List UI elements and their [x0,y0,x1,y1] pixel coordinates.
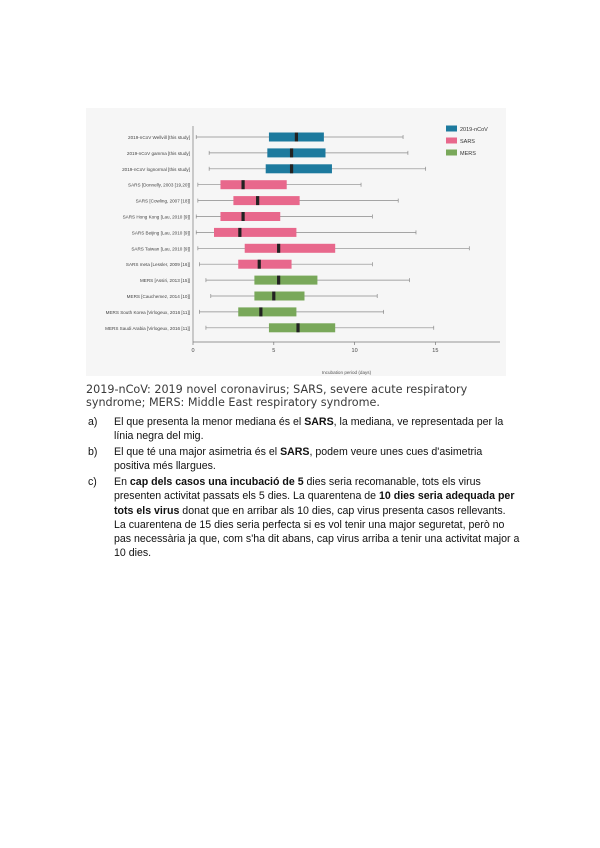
x-tick-label: 15 [432,348,439,354]
answer-item [88,445,520,473]
median-marker [296,323,299,332]
answer-text: , la mediana, ve representada per la línia negra del mig. [114,416,504,443]
row-label: SARS meta [Lessler, 2009 [16]] [125,262,190,268]
answer-emphasis: SARS [280,446,310,459]
median-marker [258,260,261,269]
answer-text: dies seria recomanable, tots els virus presenten activitat passats els 5 dies. La quarentena de [114,476,481,503]
answers-list [88,415,520,562]
row-label: MERS South Korea [Virlogeux, 2016 [11]] [105,309,190,315]
x-tick-label: 5 [272,348,276,354]
legend-swatch [446,126,457,132]
legend-swatch [446,138,457,144]
iqr-box [238,307,296,316]
answer-emphasis: 10 dies seria adequada per tots els virus [114,490,515,517]
row-label: MERS Saudi Arabia [Virlogeux, 2016 [11]] [105,325,190,331]
legend-label: 2019-nCoV [460,127,488,133]
boxplot-row [128,180,361,189]
legend-label: SARS [460,139,475,145]
iqr-box [214,228,296,237]
incubation-boxplot-figure [86,108,506,376]
answer-item [88,475,520,560]
boxplot-row [123,212,373,221]
boxplot-row [122,164,426,173]
answer-text: El que presenta la menor mediana és el [114,416,305,428]
boxplot-row [127,148,408,157]
boxplot-row [105,323,434,332]
answer-text: En [114,476,130,489]
legend-entry [446,138,475,146]
answer-text: donat que en arribar als 10 dies, cap virus presenta casos rellevants. La cuarentena de 15 dies seria perfecta si es vol tenir una major seguretat, però no pas necessària ja que, com s'ha dit abans, cap virus arriba a tenir una activitat major a 10 dies. [114,504,520,559]
row-label: 2019-nCoV gamma [this study] [126,150,190,156]
boxplot-row [132,228,416,237]
median-marker [290,164,293,173]
iqr-box [266,164,332,173]
median-marker [256,196,259,205]
row-label: 2019-nCoV Wellvill [this study] [128,135,190,140]
row-label: SARS Taiwan [Lau, 2010 [9]] [131,246,190,252]
boxplot-row [140,276,410,285]
x-axis [191,126,500,375]
median-marker [259,307,262,316]
boxplot-row [131,244,469,253]
boxplot-row [128,133,403,142]
answer-text: , podem veure unes cues d'asimetria positiva més llargues. [114,446,483,473]
answer-marker: a) [88,416,98,428]
legend-entry [446,150,476,158]
legend [446,126,488,158]
iqr-box [254,292,304,301]
boxplot-row [126,260,372,269]
row-label: MERS [Assiri, 2013 [15]] [139,278,190,284]
iqr-box [220,180,286,189]
row-label: MERS [Cauchemez, 2014 [10]] [126,294,190,299]
median-marker [238,228,241,237]
legend-entry [446,126,488,134]
answer-emphasis: cap dels casos una incubació de 5 [129,476,304,489]
answer-marker: c) [88,476,97,489]
median-marker [290,148,293,157]
median-marker [272,292,275,301]
row-label: SARS [Donnelly, 2003 [19,20]] [128,182,190,188]
legend-swatch [446,150,457,156]
answer-item [88,415,520,443]
answer-marker: b) [88,446,98,459]
x-tick-label: 10 [351,348,358,354]
boxplot-row [106,307,384,316]
row-label: SARS Hong Kong [Lau, 2010 [9]] [122,214,190,220]
iqr-box [254,276,317,285]
median-marker [241,180,244,189]
iqr-box [238,260,291,269]
boxplot-row [127,292,378,301]
answer-emphasis: SARS [304,416,334,428]
iqr-box [245,244,335,253]
x-axis-label: Incubation period (days) [321,370,372,375]
iqr-box [269,323,335,332]
answer-text: El que té una major asimetria és el [114,446,281,459]
median-marker [295,133,298,142]
boxplot-row [136,196,399,205]
x-tick-label: 0 [191,348,195,354]
iqr-box [233,196,299,205]
figure-caption: 2019-nCoV: 2019 novel coronavirus; SARS, severe acute respiratory syndrome; MERS: Middle East respiratory syndrome. [86,383,468,409]
boxplot-rows [105,133,469,333]
iqr-box [267,148,325,157]
legend-label: MERS [460,151,476,157]
median-marker [241,212,244,221]
row-label: SARS Beijing [Lau, 2010 [9]] [131,230,190,236]
row-label: 2019-nCoV lognormal [this study] [122,166,190,172]
row-label: SARS [Cowling, 2007 [18]] [135,198,190,204]
median-marker [277,244,280,253]
median-marker [277,276,280,285]
iqr-box [220,212,280,221]
